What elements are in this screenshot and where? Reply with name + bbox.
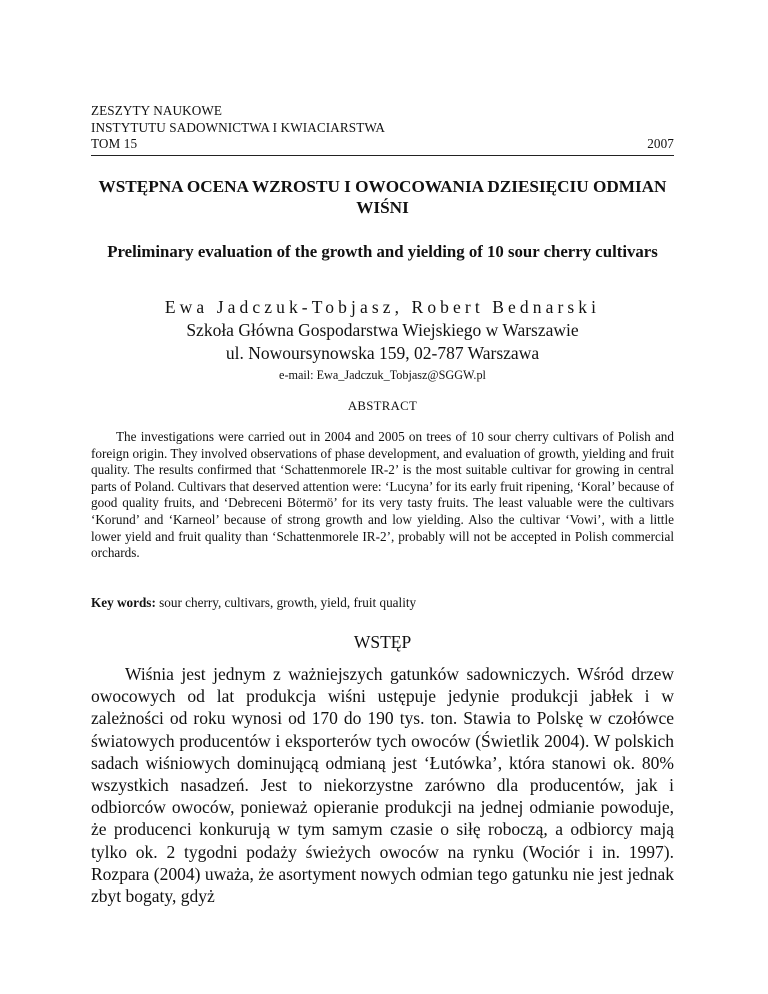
title-polish: WSTĘPNA OCENA WZROSTU I OWOCOWANIA DZIESIĘCIU ODMIAN WIŚNI [98,177,667,217]
section-heading-wstep: WSTĘP [353,632,412,652]
title-english: Preliminary evaluation of the growth and yielding of 10 sour cherry cultivars [107,242,658,261]
journal-header [91,103,674,153]
journal-name-line2: INSTYTUTU SADOWNICTWA I KWIACIARSTWA [91,119,386,135]
keywords [91,595,674,612]
journal-volume-row [91,136,674,153]
journal-name-line1: ZESZYTY NAUKOWE [91,103,223,118]
keywords-label: Key words: [91,595,156,610]
affiliation-address: ul. Nowoursynowska 159, 02-787 Warszawa [225,343,540,363]
abstract-text: The investigations were carried out in 2004 and 2005 on trees of 10 sour cherry cultivars of Polish and foreign origin. They involved observations of phase development, and evaluation of growth, yielding and fruit quality. The results confirmed that ‘Schattenmorele IR-2’ is the most suitable cultivar for growing in central parts of Poland. Cultivars that deserved attention were: ‘Lucyna’ for its early fruit ripening, ‘Koral’ because of good quality fruits, and ‘Debreceni Bötermö’ for its very tasty fruits. The least valuable were the cultivars ‘Korund’ and ‘Karneol’ because of strong growth and low yielding. Also the cultivar ‘Vowi’, with a little lower yield and fruit quality than ‘Schattenmorele IR-2’, probably will not be accepted in Polish commercial orchards. [91,429,674,561]
author-email: e-mail: Ewa_Jadczuk_Tobjasz@SGGW.pl [279,368,486,382]
authors: Ewa Jadczuk-Tobjasz, Robert Bednarski [164,297,601,317]
abstract-heading: ABSTRACT [347,399,418,413]
body-paragraph: Wiśnia jest jednym z ważniejszych gatunków sadowniczych. Wśród drzew owocowych od lat produkcja wiśni ustępuje jedynie produkcji jabłek i w zależności od roku wynosi od 170 do 190 tys. ton. Stawia to Polskę w czołówce światowych producentów i eksporterów tych owoców (Świetlik 2004). W polskich sadach wiśniowych dominującą odmianą jest ‘Łutówka’, która stanowi ok. 80% wszystkich nasadzeń. Jest to niekorzystne zarówno dla producentów, jak i odbiorców owoców, ponieważ opieranie produkcji na jednej odmianie powoduje, że producenci konkurują w tym samym czasie o siłę roboczą, a odbiorcy mają tylko ok. 2 tygodni podaży świeżych owoców na rynku (Wociór i in. 1997). Rozpara (2004) uważa, że asortyment nowych odmian tego gatunku nie jest jednak zbyt bogaty, gdyż [91,664,674,907]
keywords-text: sour cherry, cultivars, growth, yield, fruit quality [159,595,417,610]
header-rule [91,155,674,156]
affiliation-institution: Szkoła Główna Gospodarstwa Wiejskiego w Warszawie [186,320,579,340]
journal-year: 2007 [647,136,674,151]
journal-volume: TOM 15 [91,136,138,151]
